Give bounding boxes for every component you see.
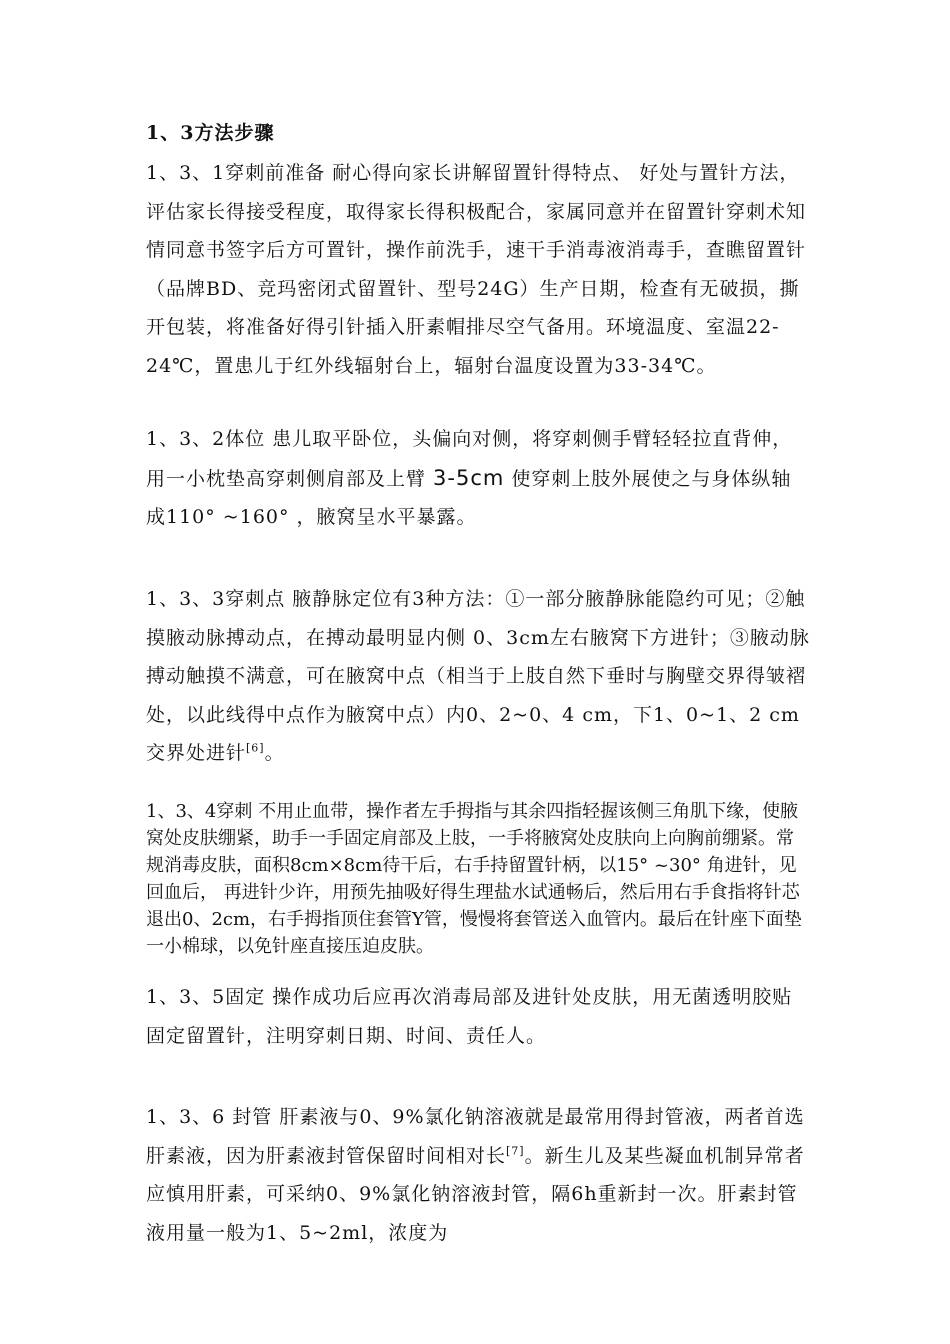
paragraph-sealing	[146, 1098, 810, 1252]
paragraph-text-cont: 使穿刺上肢外展使之与身体纵轴成110° ~160° ，腋窝呈水平暴露。	[146, 467, 792, 528]
paragraph-puncture	[146, 798, 810, 960]
citation-ref: [7]	[506, 1144, 525, 1158]
paragraph-text: 1、3、1穿刺前准备 耐心得向家长讲解留置针得特点、 好处与置针方法，评估家长得接受程度，取得家长得积极配合，家属同意并在留置针穿刺术知情同意书签字后方可置针，操作前洗手，速干手消毒液消毒手，查瞧留置针（品牌BD、竞玛密闭式留置针、型号24G）生产日期，检查有无破损，撕开包装，将准备好得引针插入肝素帽排尽空气备用。环境温度、室温22-24℃，置患儿于红外线辐射台上，辐射台温度设置为33-34℃。	[146, 162, 807, 377]
paragraph-text: 1、3、4穿刺 不用止血带，操作者左手拇指与其余四指轻握该侧三角肌下缘，使腋窝处皮肤绷紧，助手一手固定肩部及上肢，一手将腋窝处皮肤向上向胸前绷紧。常规消毒皮肤，面积8cm×8cm待干后，右手持留置针柄，以15° ~30° 角进针，见回血后， 再进针少许，用预先抽吸好得生理盐水试通畅后，然后用右手食指将针芯退出0、2cm，右手拇指顶住套管Y管，慢慢将套管送入血管内。最后在针座下面垫一小棉球，以免针座直接压迫皮肤。	[146, 801, 802, 957]
paragraph-position	[146, 420, 810, 537]
section-heading: 1、3方法步骤	[146, 122, 275, 144]
paragraph-text: 1、3、3穿刺点 腋静脉定位有3种方法：①一部分腋静脉能隐约可见；②触摸腋动脉搏动点，在搏动最明显内侧 0、3cm左右腋窝下方进针；③腋动脉搏动触摸不满意，可在腋窝中点（相当于上肢自然下垂时与胸壁交界得皱褶处，以此线得中点作为腋窝中点）内0、2~0、4 cm，下1、0~1、2 cm交界处进针	[146, 588, 810, 764]
paragraph-fixation	[146, 978, 810, 1055]
paragraph-text: 1、3、5固定 操作成功后应再次消毒局部及进针处皮肤，用无菌透明胶贴固定留置针，注明穿刺日期、时间、责任人。	[146, 986, 793, 1047]
highlight-measure: 3-5cm	[433, 465, 505, 490]
paragraph-puncture-point	[146, 580, 810, 773]
citation-ref: [6]	[246, 741, 265, 755]
paragraph-text: 1、3、2体位 患儿取平卧位，头偏向对侧，将穿刺侧手臂轻轻拉直背伸，用一小枕垫高穿刺侧肩部及上臂	[146, 428, 793, 490]
paragraph-preparation	[146, 154, 810, 385]
paragraph-tail: 。	[264, 742, 285, 764]
paragraph-tail: 。新生儿及某些凝血机制异常者应慎用肝素，可采纳0、9%氯化钠溶液封管，隔6h重新封一次。肝素封管液用量一般为1、5~2ml，浓度为	[146, 1144, 805, 1244]
paragraph-text: 1、3、6 封管 肝素液与0、9%氯化钠溶液就是最常用得封管液，两者首选肝素液，因为肝素液封管保留时间相对长	[146, 1106, 805, 1167]
